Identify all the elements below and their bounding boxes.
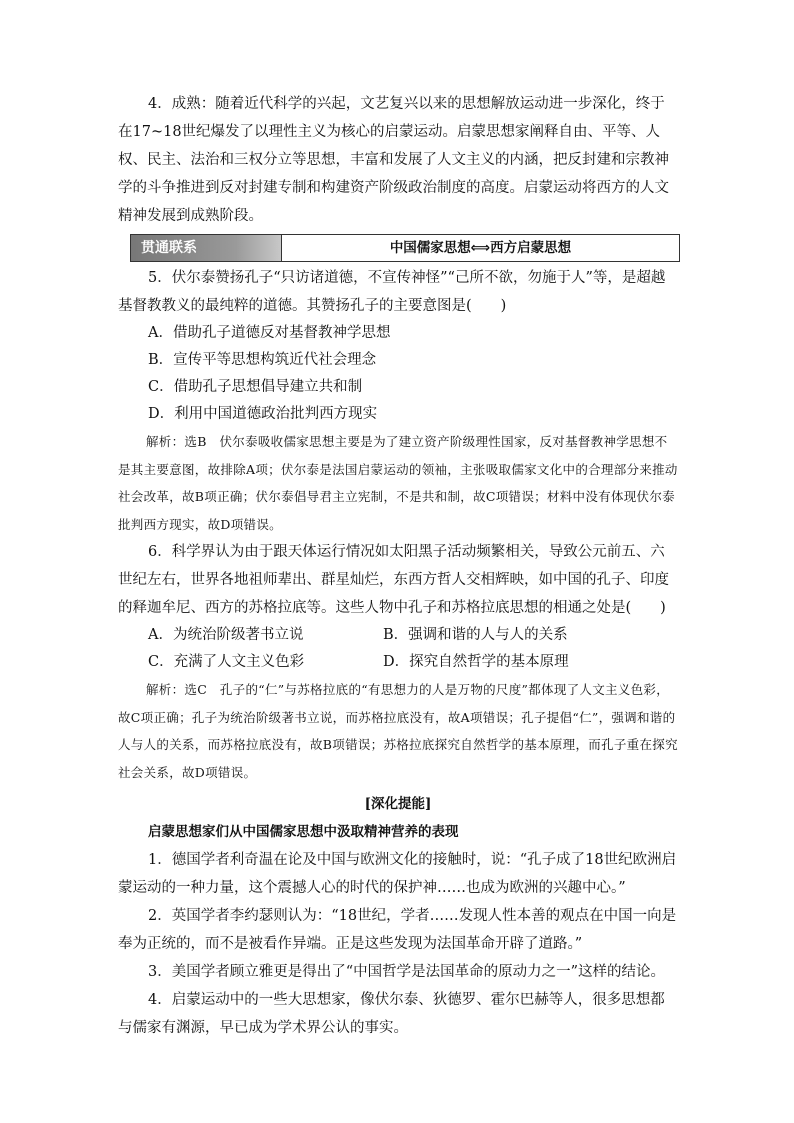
question-6-options-row-2 [148,649,678,676]
question-5-option-a: A．借助孔子道德反对基督教神学思想 [148,325,391,341]
question-5-option-c: C．借助孔子思想倡导建立共和制 [148,379,363,395]
question-5-option-d: D．利用中国道德政治批判西方现实 [148,406,378,422]
link-bar-topic: 中国儒家思想⟺西方启蒙思想 [281,235,679,261]
deepen-item-3: 3．美国学者顾立雅更是得出了“中国哲学是法国革命的原动力之一”这样的结论。 [148,964,666,980]
deepen-item-2: 2．英国学者李约瑟则认为：“18世纪，学者……发现人性本善的观点在中国一向是奉为正统的，而不是被看作异端。正是这些发现为法国革命开辟了道路。” [118,908,677,952]
question-6-option-b: B．强调和谐的人与人的关系 [383,627,568,643]
question-6-option-d: D．探究自然哲学的基本原理 [383,654,569,670]
question-5-option-b: B．宣传平等思想构筑近代社会理念 [148,352,377,368]
link-bar-tag: 贯通联系 [131,235,281,261]
link-bar [130,234,680,262]
paragraph-maturity: 4．成熟：随着近代科学的兴起，文艺复兴以来的思想解放运动进一步深化，终于在17~18世纪爆发了以理性主义为核心的启蒙运动。启蒙思想家阐释自由、平等、人权、民主、法治和三权分立等思想，丰富和发展了人文主义的内涵，把反封建和宗教神学的斗争推进到反对封建专制和构建资产阶级政治制度的高度。启蒙运动将西方的人文精神发展到成熟阶段。 [118,96,669,224]
question-5-stem: 5．伏尔泰赞扬孔子“只访诸道德，不宣传神怪”“己所不欲，勿施于人”等，是超越基督教教义的最纯粹的道德。其赞扬孔子的主要意图是( ) [118,270,666,314]
deepen-subtitle: 启蒙思想家们从中国儒家思想中汲取精神营养的表现 [148,824,459,840]
deepen-section-title: [深化提能] [364,796,432,812]
deepen-item-1: 1．德国学者利奇温在论及中国与欧洲文化的接触时，说：“孔子成了18世纪欧洲启蒙运动的一种力量，这个震撼人心的时代的保护神……也成为欧洲的兴趣中心。” [118,852,677,896]
question-5-analysis: 解析：选B 伏尔泰吸收儒家思想主要是为了建立资产阶级理性国家，反对基督教神学思想不是其主要意图，故排除A项；伏尔泰是法国启蒙运动的领袖，主张吸取儒家文化中的合理部分来推动社会改革，故B项正确；伏尔泰倡导君主立宪制，不是共和制，故C项错误；材料中没有体现伏尔泰批判西方现实，故D项错误。 [118,434,678,532]
question-6-options-row-1 [148,622,678,649]
question-6-stem: 6．科学界认为由于跟天体运行情况如太阳黑子活动频繁相关，导致公元前五、六世纪左右，世界各地祖师辈出、群星灿烂，东西方哲人交相辉映，如中国的孔子、印度的释迦牟尼、西方的苏格拉底等。这些人物中孔子和苏格拉底思想的相通之处是( ) [118,544,669,616]
document-page [118,90,678,1042]
question-6-analysis: 解析：选C 孔子的“仁”与苏格拉底的“有思想力的人是万物的尺度”都体现了人文主义色彩，故C项正确；孔子为统治阶级著书立说，而苏格拉底没有，故A项错误；孔子提倡“仁”，强调和谐的人与人的关系，而苏格拉底没有，故B项错误；苏格拉底探究自然哲学的基本原理，而孔子重在探究社会关系，故D项错误。 [118,682,678,780]
question-6-option-a: A．为统治阶级著书立说 [148,627,304,643]
question-6-option-c: C．充满了人文主义色彩 [148,654,305,670]
deepen-item-4: 4．启蒙运动中的一些大思想家，像伏尔泰、狄德罗、霍尔巴赫等人，很多思想都与儒家有渊源，早已成为学术界公认的事实。 [118,992,665,1036]
